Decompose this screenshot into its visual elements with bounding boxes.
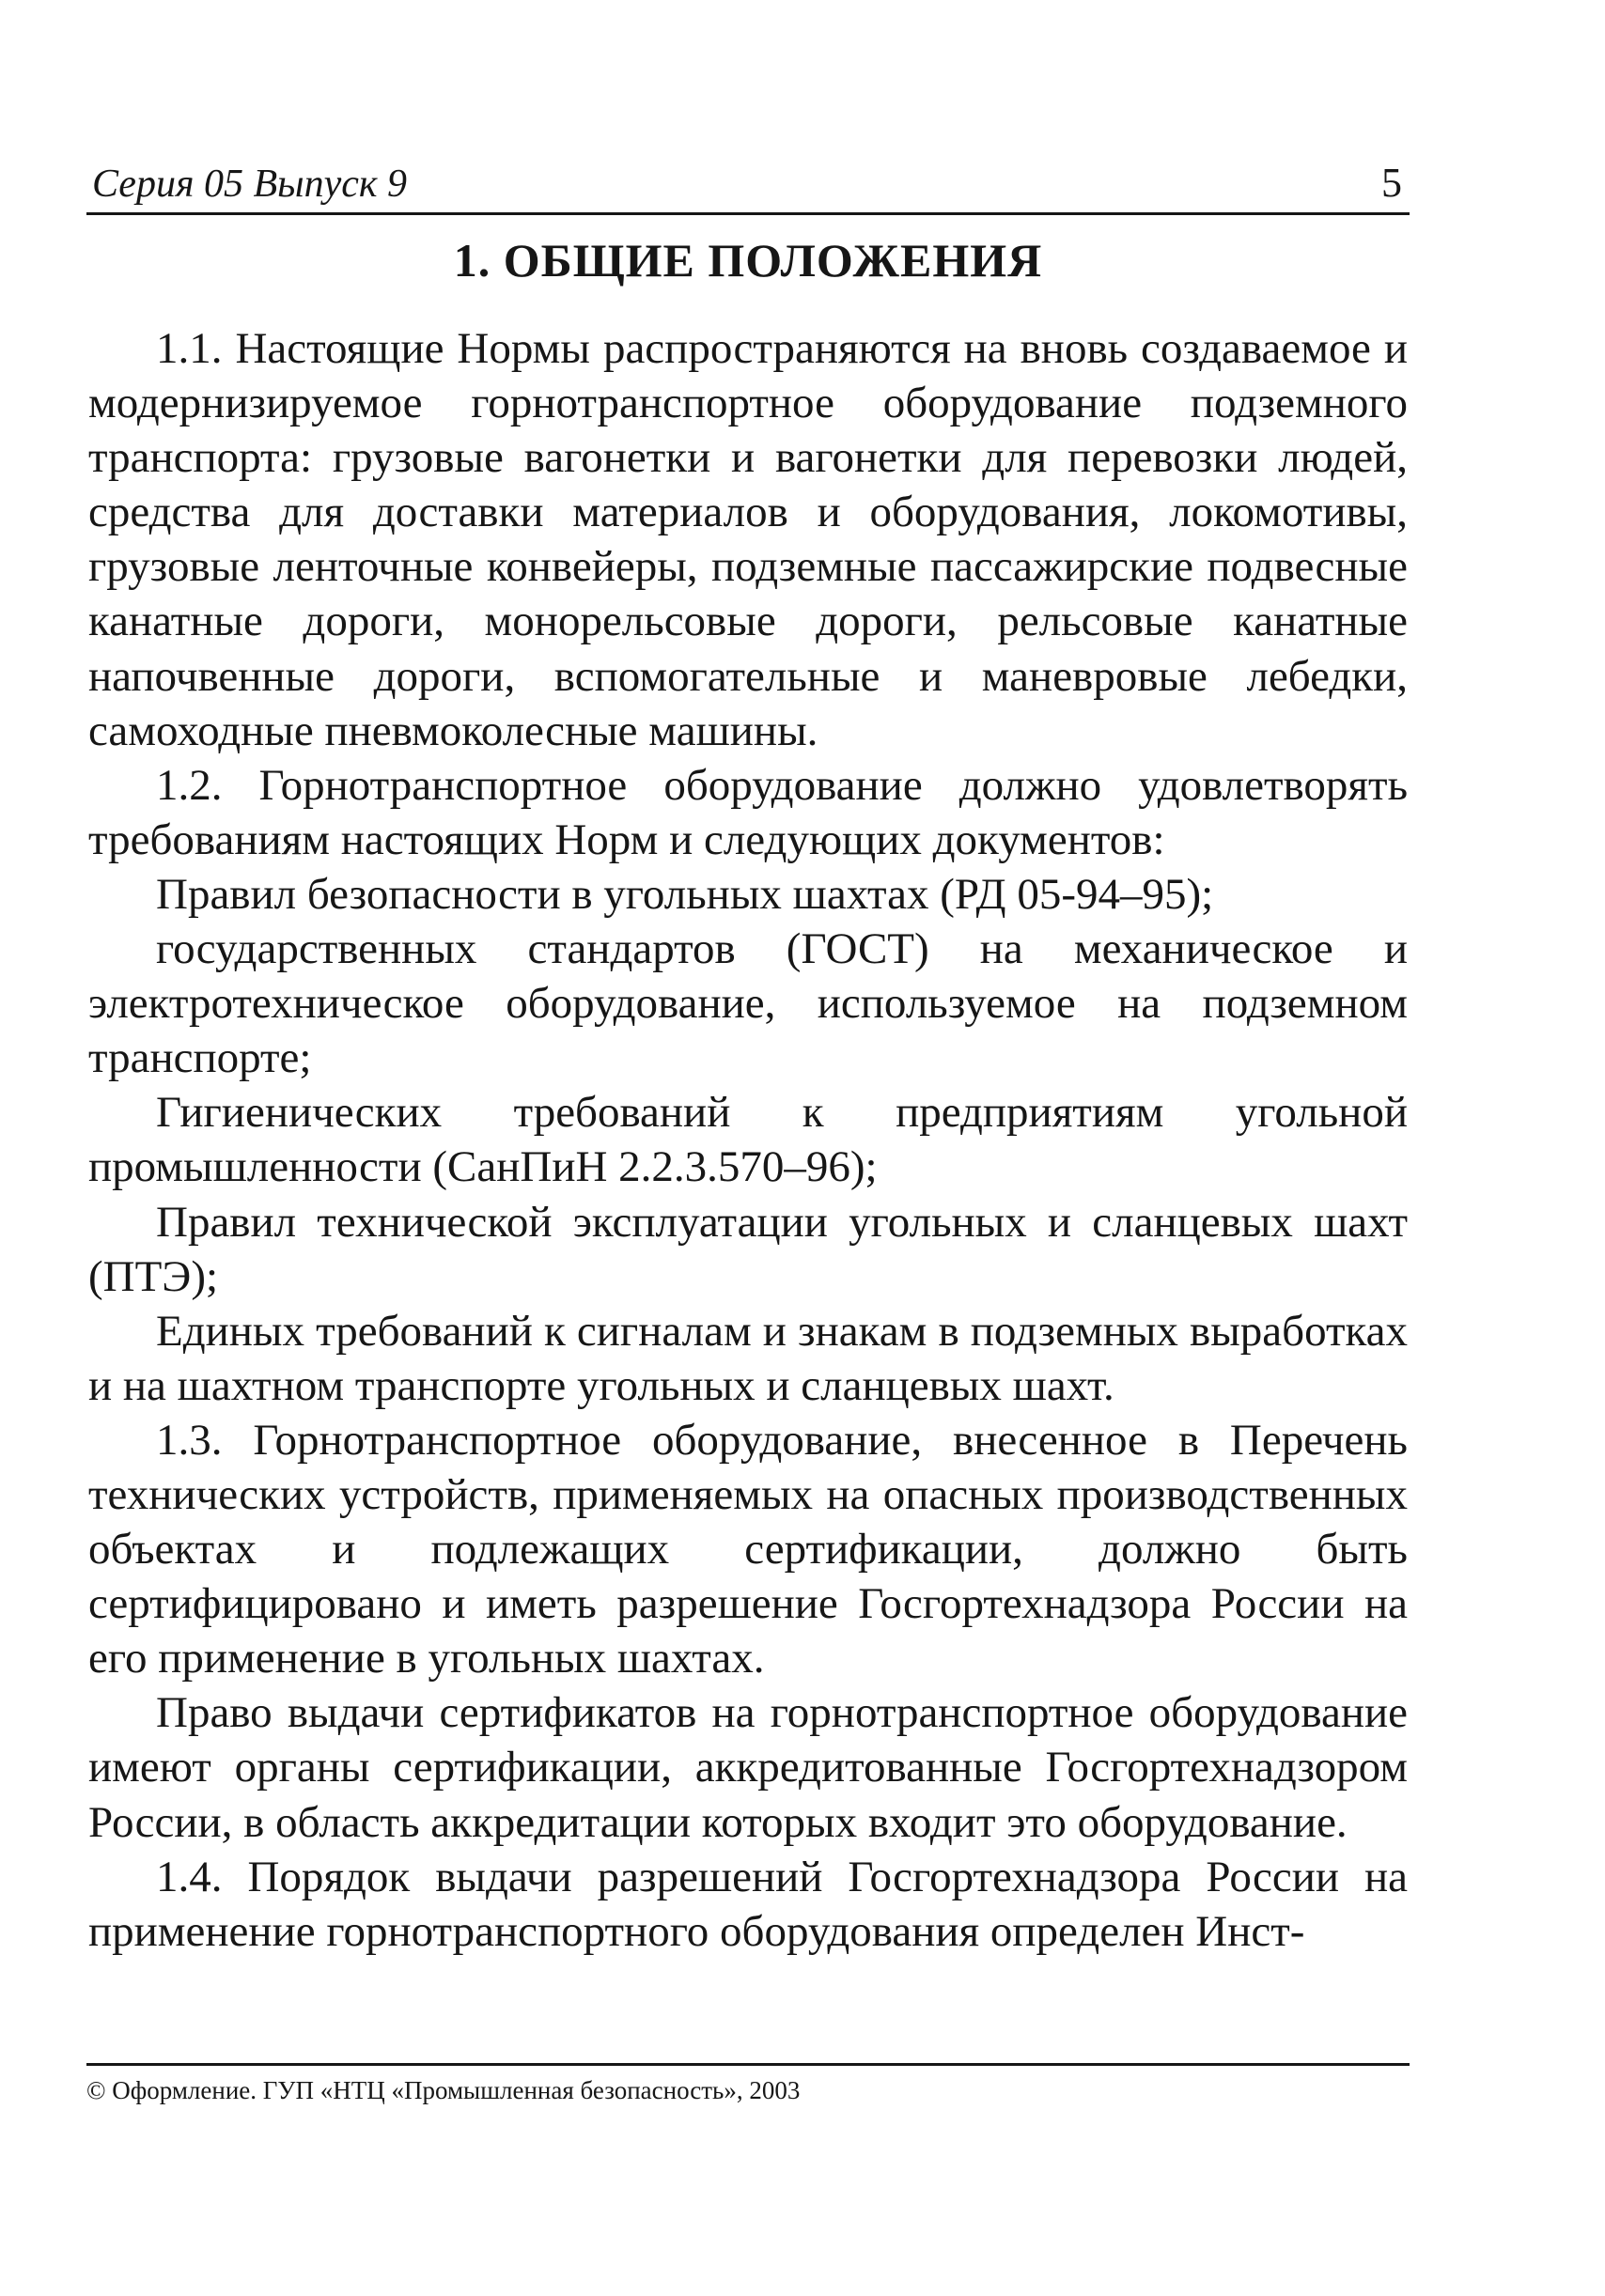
page-number: 5 [1381,160,1402,206]
list-item-safety-rules: Правил безопасности в угольных шахтах (РД 05-94–95); [156,869,1214,919]
copyright-footer: © Оформление. ГУП «НТЦ «Промышленная безопасность», 2003 [86,2076,801,2104]
series-issue-label: Серия 05 Выпуск 9 [92,163,407,206]
list-item-signals: Единых требований к сигналам и знакам в подземных выработках и на шахтном транспорте угольных и сланцевых шахт. [88,1306,1408,1410]
paragraph-1-1: 1.1. Настоящие Нормы распространяются на вновь создаваемое и модернизируемое горнотранспортное оборудование подземного транспорта: грузовые вагонетки и вагонетки для перевозки людей, средства для доставки материалов и оборудования, локомотивы, грузовые ленточные конвейеры, подземные пассажирские подвесные канатные дороги, монорельсовые дороги, рельсовые канатные напочвенные дороги, вспомогательные и маневровые лебедки, самоходные пневмоколесные машины. [88,324,1408,755]
list-item-pte: Правил технической эксплуатации угольных и сланцевых шахт (ПТЭ); [88,1197,1408,1301]
list-item-sanpin: Гигиенических требований к предприятиям угольной промышленности (СанПиН 2.2.3.570–96); [88,1088,1408,1192]
paragraph-1-4: 1.4. Порядок выдачи разрешений Госгортехнадзора России на применение горнотранспортного оборудования определен Инст- [88,1852,1408,1956]
section-title: 1. ОБЩИЕ ПОЛОЖЕНИЯ [453,234,1043,287]
paragraph-certification: Право выдачи сертификатов на горнотранспортное оборудование имеют органы сертификации, аккредитованные Госгортехнадзором России, в область аккредитации которых входит это оборудование. [88,1688,1408,1847]
list-item-gost: государственных стандартов (ГОСТ) на механическое и электротехническое оборудование, используемое на подземном транспорте; [88,924,1408,1083]
paragraph-1-3: 1.3. Горнотранспортное оборудование, внесенное в Перечень технических устройств, применяемых на опасных производственных объектах и подлежащих сертификации, должно быть сертифицировано и иметь разрешение Госгортехнадзора России на его применение в угольных шахтах. [88,1415,1408,1683]
running-header [86,158,1410,215]
paragraph-1-2: 1.2. Горнотранспортное оборудование должно удовлетворять требованиям настоящих Норм и следующих документов: [88,760,1408,864]
body-text [88,321,1408,1959]
footer-divider [86,2063,1410,2066]
